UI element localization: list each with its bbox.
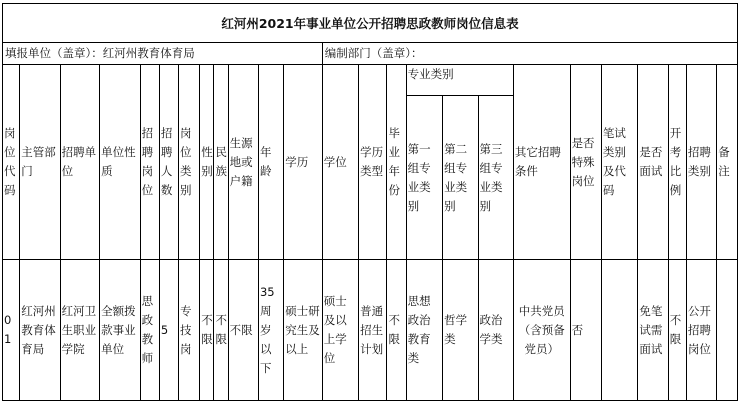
cell-category: 专技岗 xyxy=(179,260,200,401)
cell-dept: 红河州教育体育局 xyxy=(20,260,60,401)
cell-count: 5 xyxy=(159,260,178,401)
cell-gender: 不限 xyxy=(200,260,214,401)
header-nature: 单位性质 xyxy=(100,65,140,260)
cell-recruit-type: 公开招聘岗位 xyxy=(686,260,716,401)
cell-ethnic: 不限 xyxy=(214,260,228,401)
table-title: 红河州2021年事业单位公开招聘思政教师岗位信息表 xyxy=(3,4,738,43)
header-ratio: 开考比例 xyxy=(668,65,686,260)
cell-code: 01 xyxy=(3,260,20,401)
header-post: 招聘岗位 xyxy=(140,65,159,260)
cell-other: 中共党员（含预备党员） xyxy=(513,260,570,401)
header-unit: 招聘单位 xyxy=(60,65,99,260)
header-age: 年龄 xyxy=(258,65,283,260)
header-major2: 第二组专业类别 xyxy=(443,96,478,260)
header-ethnic: 民族 xyxy=(214,65,228,260)
cell-major3: 政治学类 xyxy=(478,260,513,401)
cell-ratio: 不限 xyxy=(668,260,686,401)
table-row xyxy=(3,260,738,401)
cell-major2: 哲学类 xyxy=(443,260,478,401)
header-edu-type: 学历类型 xyxy=(359,65,387,260)
cell-origin: 不限 xyxy=(228,260,258,401)
header-other: 其它招聘条件 xyxy=(513,65,570,260)
header-gender: 性别 xyxy=(200,65,214,260)
header-origin: 生源地或户籍 xyxy=(228,65,258,260)
cell-exam xyxy=(601,260,637,401)
header-grad-year: 毕业年份 xyxy=(387,65,406,260)
header-exam: 笔试类别及代码 xyxy=(601,65,637,260)
header-recruit-type: 招聘类别 xyxy=(686,65,716,260)
header-major-group: 专业类别 xyxy=(406,65,513,96)
header-major3: 第三组专业类别 xyxy=(478,96,513,260)
cell-nature: 全额拨款事业单位 xyxy=(100,260,140,401)
header-degree: 学位 xyxy=(322,65,358,260)
cell-edu-type: 普通招生计划 xyxy=(359,260,387,401)
header-special: 是否特殊岗位 xyxy=(570,65,601,260)
header-major1: 第一组专业类别 xyxy=(406,96,442,260)
cell-interview: 免笔试需面试 xyxy=(638,260,668,401)
header-interview: 是否面试 xyxy=(638,65,668,260)
header-remark: 备注 xyxy=(717,65,738,260)
cell-grad-year: 不限 xyxy=(387,260,406,401)
cell-special: 否 xyxy=(570,260,601,401)
header-count: 招聘人数 xyxy=(159,65,178,260)
header-category: 岗位类别 xyxy=(179,65,200,260)
cell-degree: 硕士及以上学位 xyxy=(322,260,358,401)
cell-unit: 红河卫生职业学院 xyxy=(60,260,99,401)
cell-post: 思政教师 xyxy=(140,260,159,401)
recruitment-table xyxy=(2,3,738,401)
cell-edu: 硕士研究生及以上 xyxy=(284,260,322,401)
cell-age: 35周岁以下 xyxy=(258,260,283,401)
header-dept: 主管部门 xyxy=(20,65,60,260)
cell-major1: 思想政治教育类 xyxy=(406,260,442,401)
fill-unit-label: 填报单位（盖章）：红河州教育体育局 xyxy=(3,43,323,65)
header-edu: 学历 xyxy=(284,65,322,260)
header-code: 岗位代码 xyxy=(3,65,20,260)
org-dept-label: 编制部门（盖章）： xyxy=(322,43,737,65)
cell-remark xyxy=(717,260,738,401)
